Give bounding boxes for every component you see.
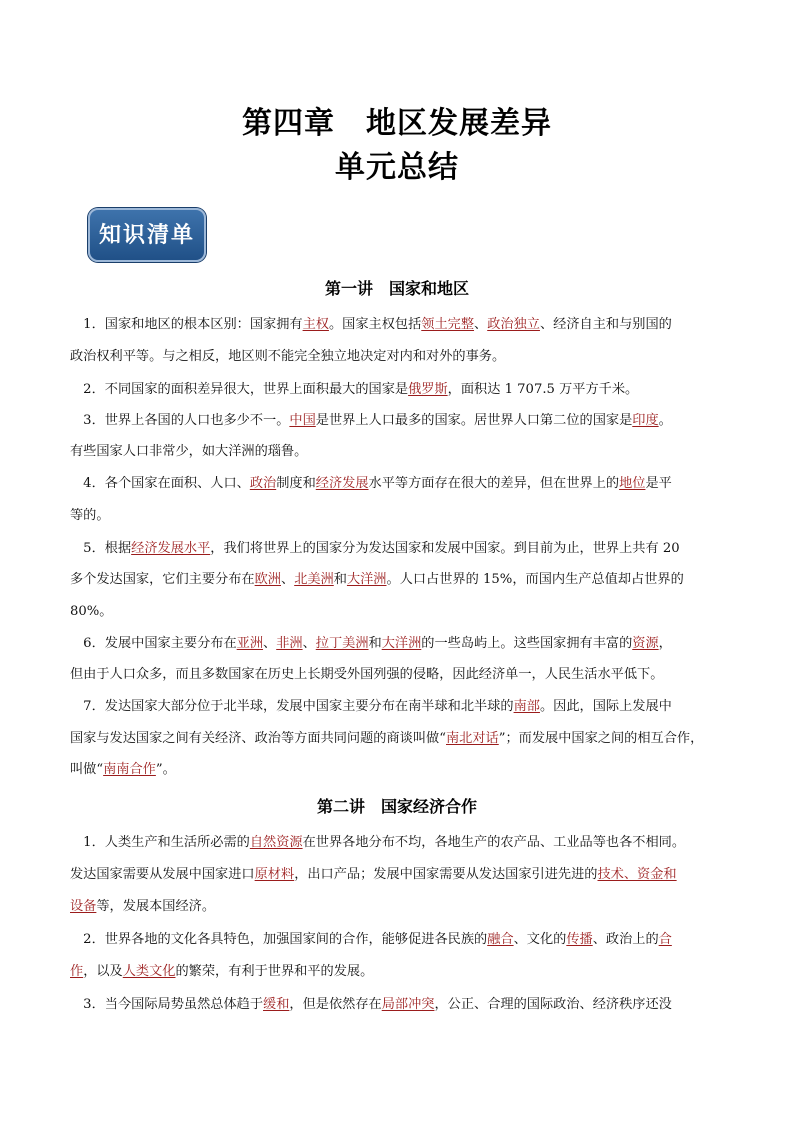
text-line xyxy=(70,440,307,459)
text-run: 叫做“ xyxy=(70,762,104,777)
text-line xyxy=(70,993,672,1012)
text-run: 2．世界各地的文化各具特色，加强国家间的合作，能够促进各民族的 xyxy=(70,932,488,947)
key-term: 南南合作 xyxy=(103,762,156,777)
text-run: ，公正、合理的国际政治、经济秩序还没 xyxy=(434,997,672,1012)
text-line xyxy=(70,313,672,332)
text-line xyxy=(70,537,680,556)
text-run: 2．不同国家的面积差异很大，世界上面积最大的国家是 xyxy=(70,382,409,397)
text-run: 、经济自主和与别国的 xyxy=(539,317,672,332)
text-line xyxy=(70,472,672,491)
text-run: 。人口占世界的 15%，而国内生产总值却占世界的 xyxy=(386,572,684,587)
section-heading-1: 第一讲 国家和地区 xyxy=(324,279,469,298)
text-line xyxy=(70,758,176,777)
text-run: 、 xyxy=(263,636,277,651)
knowledge-list-badge: 知识清单 xyxy=(88,208,206,262)
text-run: 国家与发达国家之间有关经济、政治等方面共同问题的商谈叫做“ xyxy=(70,731,446,746)
text-line xyxy=(70,831,685,850)
key-term: 技术、资金和 xyxy=(597,867,677,882)
text-run: ，面积达 1 707.5 万平方千米。 xyxy=(447,382,639,397)
chapter-title: 第四章 地区发展差异 xyxy=(242,106,552,141)
text-run: 7．发达国家大部分位于北半球，发展中国家主要分布在南半球和北半球的 xyxy=(70,699,514,714)
text-run: 是世界上人口最多的国家。居世界人口第二位的国家是 xyxy=(315,413,633,428)
text-run: 3．当今国际局势虽然总体趋于 xyxy=(70,997,264,1012)
text-run: 是平 xyxy=(645,476,672,491)
text-run: 。因此，国际上发展中 xyxy=(539,699,672,714)
key-term: 大洋洲 xyxy=(346,572,387,587)
key-term: 南北对话 xyxy=(446,731,499,746)
text-run: ，以及 xyxy=(83,964,123,979)
text-line xyxy=(70,345,505,364)
text-run: 。国家主权包括 xyxy=(328,317,422,332)
text-run: 多个发达国家，它们主要分布在 xyxy=(70,572,255,587)
key-term: 非洲 xyxy=(276,636,303,651)
text-run: ”；而发展中国家之间的相互合作， xyxy=(498,731,704,746)
text-line xyxy=(70,632,672,651)
text-run: 、 xyxy=(302,636,316,651)
key-term: 局部冲突 xyxy=(381,997,435,1012)
key-term: 融合 xyxy=(487,932,514,947)
key-term: 原材料 xyxy=(254,867,295,882)
text-run: 6．发展中国家主要分布在 xyxy=(70,636,237,651)
text-run: ，我们将世界上的国家分为发达国家和发展中国家。到目前为止，世界上共有 20 xyxy=(210,541,680,556)
key-term: 经济发展 xyxy=(315,476,369,491)
key-term: 印度 xyxy=(632,413,659,428)
key-term: 缓和 xyxy=(263,997,290,1012)
key-term: 领土完整 xyxy=(421,317,475,332)
text-run: ，出口产品；发展中国家需要从发达国家引进先进的 xyxy=(294,867,598,882)
key-term: 资源 xyxy=(632,636,659,651)
key-term: 南部 xyxy=(513,699,540,714)
text-run: 80%。 xyxy=(70,604,113,619)
key-term: 拉丁美洲 xyxy=(315,636,369,651)
text-run: 有些国家人口非常少，如大洋洲的瑙鲁。 xyxy=(70,444,308,459)
text-run: 4．各个国家在面积、人口、 xyxy=(70,476,250,491)
text-run: ”。 xyxy=(155,762,176,777)
key-term: 俄罗斯 xyxy=(408,382,448,397)
key-term: 人类文化 xyxy=(122,964,176,979)
text-run: 1．人类生产和生活所必需的 xyxy=(70,835,250,850)
text-run: 等的。 xyxy=(70,508,110,523)
text-run: 、 xyxy=(474,317,488,332)
key-term: 主权 xyxy=(302,317,329,332)
text-line xyxy=(70,504,110,523)
text-line xyxy=(70,727,703,746)
key-term: 政治 xyxy=(249,476,277,491)
text-run: 、 xyxy=(281,572,295,587)
section-heading-2: 第二讲 国家经济合作 xyxy=(316,797,477,816)
text-run: 水平等方面存在很大的差异，但在世界上的 xyxy=(368,476,620,491)
text-line xyxy=(70,695,672,714)
key-term: 传播 xyxy=(566,932,593,947)
text-line xyxy=(70,928,672,947)
key-term: 作 xyxy=(70,964,84,979)
key-term: 自然资源 xyxy=(249,835,303,850)
text-run: 等，发展本国经济。 xyxy=(96,899,216,914)
text-line xyxy=(70,895,215,914)
text-line xyxy=(70,960,373,979)
key-term: 合 xyxy=(658,932,672,947)
key-term: 亚洲 xyxy=(236,636,264,651)
text-line xyxy=(70,600,113,619)
text-run: 在世界各地分布不均，各地生产的农产品、工业品等也各不相同。 xyxy=(302,835,686,850)
text-line xyxy=(70,568,684,587)
text-run: 5．根据 xyxy=(70,541,132,556)
text-line xyxy=(70,378,638,397)
text-run: 制度和 xyxy=(276,476,316,491)
key-term: 欧洲 xyxy=(254,572,281,587)
text-run: 3．世界上各国的人口也多少不一。 xyxy=(70,413,290,428)
chapter-subtitle: 单元总结 xyxy=(335,150,459,185)
text-run: 但由于人口众多，而且多数国家在历史上长期受外国列强的侵略，因此经济单一，人民生活水平低下。 xyxy=(70,667,664,682)
text-run: 发达国家需要从发展中国家进口 xyxy=(70,867,255,882)
text-run: ，但是依然存在 xyxy=(289,997,382,1012)
key-term: 中国 xyxy=(289,413,316,428)
key-term: 北美洲 xyxy=(294,572,334,587)
text-line xyxy=(70,863,677,882)
text-run: 。 xyxy=(658,413,672,428)
text-run: 和 xyxy=(368,636,382,651)
key-term: 设备 xyxy=(70,899,97,914)
text-run: 的繁荣，有利于世界和平的发展。 xyxy=(175,964,374,979)
text-run: 和 xyxy=(333,572,347,587)
text-run: ， xyxy=(658,636,672,651)
text-run: 政治权利平等。与之相反，地区则不能完全独立地决定对内和对外的事务。 xyxy=(70,349,506,364)
key-term: 政治独立 xyxy=(487,317,540,332)
key-term: 地位 xyxy=(619,476,646,491)
text-run: 、政治上的 xyxy=(592,932,659,947)
text-run: 1．国家和地区的根本区别：国家拥有 xyxy=(70,317,303,332)
text-line xyxy=(70,663,663,682)
key-term: 经济发展水平 xyxy=(131,541,211,556)
text-run: 的一些岛屿上。这些国家拥有丰富的 xyxy=(421,636,633,651)
key-term: 大洋洲 xyxy=(381,636,422,651)
text-line xyxy=(70,409,672,428)
text-run: 、文化的 xyxy=(513,932,567,947)
